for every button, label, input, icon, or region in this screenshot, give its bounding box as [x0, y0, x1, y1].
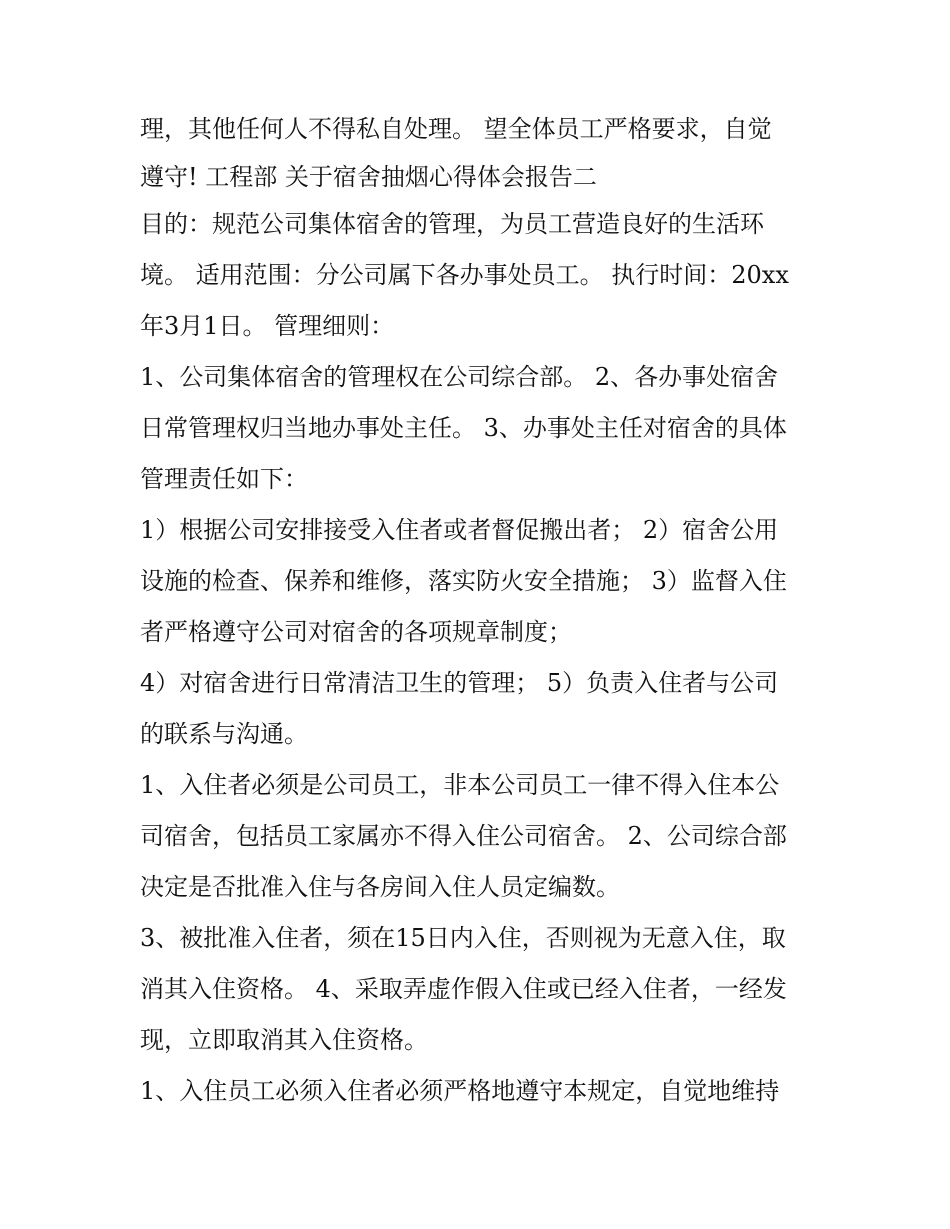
text-line: 现，立即取消其入住资格。 [140, 1026, 428, 1054]
text-line: 目的：规范公司集体宿舍的管理，为员工营造良好的生活环 [140, 210, 764, 238]
text-line: 境。 适用范围：分公司属下各办事处员工。 执行时间：20xx [140, 261, 789, 289]
text-line: 管理责任如下： [140, 465, 308, 493]
text-line: 决定是否批准入住与各房间入住人员定编数。 [140, 873, 620, 901]
text-line: 司宿舍，包括员工家属亦不得入住公司宿舍。 2、公司综合部 [140, 822, 787, 850]
text-line: 日常管理权归当地办事处主任。 3、办事处主任对宿舍的具体 [140, 414, 787, 442]
text-line: 理，其他任何人不得私自处理。 望全体员工严格要求，自觉 [140, 115, 772, 143]
text-line: 消其入住资格。 4、采取弄虚作假入住或已经入住者，一经发 [140, 975, 787, 1003]
text-line: 1、公司集体宿舍的管理权在公司综合部。 2、各办事处宿舍 [140, 363, 779, 391]
text-line: 1）根据公司安排接受入住者或者督促搬出者； 2）宿舍公用 [140, 516, 779, 544]
document-body [140, 104, 820, 1117]
text-line: 1、入住员工必须入住者必须严格地遵守本规定，自觉地维持 [140, 1077, 780, 1105]
text-line: 遵守! 工程部 关于宿舍抽烟心得体会报告二 [140, 163, 597, 191]
text-line: 年3月1日。 管理细则： [140, 312, 395, 340]
text-line: 3、被批准入住者，须在15日内入住，否则视为无意入住，取 [140, 924, 786, 952]
text-line: 的联系与沟通。 [140, 720, 308, 748]
text-line: 者严格遵守公司对宿舍的各项规章制度； [140, 618, 572, 646]
text-line: 设施的检查、保养和维修，落实防火安全措施； 3）监督入住 [140, 567, 787, 595]
text-line: 1、入住者必须是公司员工，非本公司员工一律不得入住本公 [140, 771, 780, 799]
text-line: 4）对宿舍进行日常清洁卫生的管理； 5）负责入住者与公司 [140, 669, 779, 697]
